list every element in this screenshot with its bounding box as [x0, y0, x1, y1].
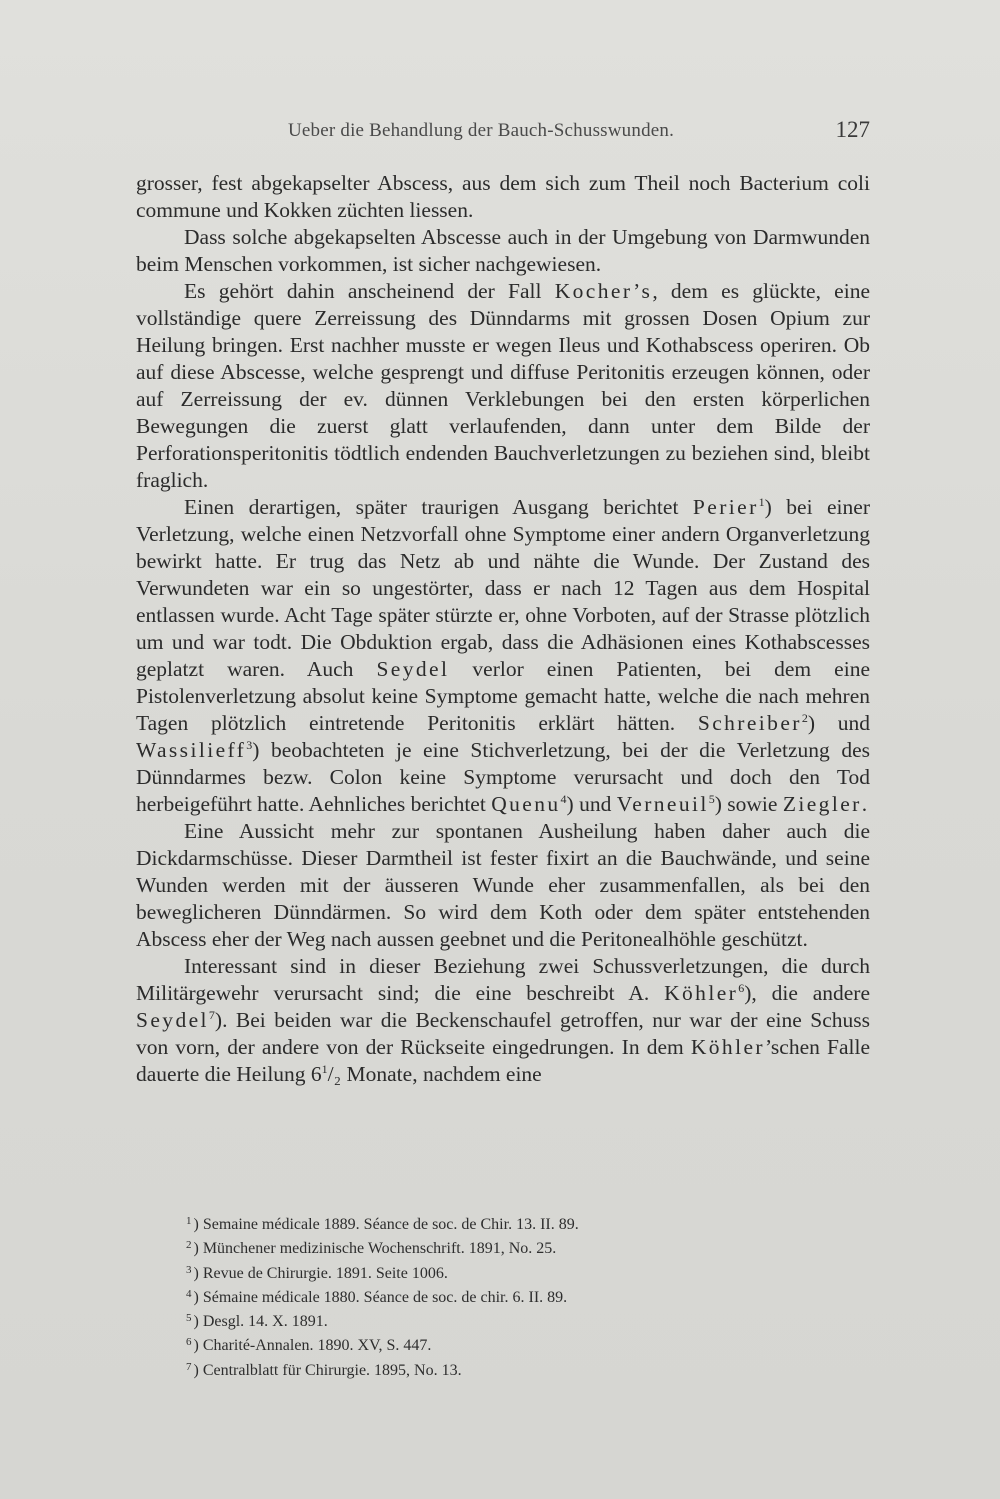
author-name: Seydel	[136, 1008, 209, 1032]
footnote	[186, 1308, 826, 1332]
footnote	[186, 1260, 826, 1284]
footnote-text: ) Semaine médicale 1889. Séance de soc. de Chir. 13. II. 89.	[193, 1216, 579, 1233]
footnote	[186, 1332, 826, 1356]
text-run: Dass solche abgekapselten Abscesse auch in der Umgebung von Darmwunden beim Menschen vorkommen, ist sicher nachgewiesen.	[136, 225, 870, 276]
author-name: Schreiber	[697, 711, 802, 735]
text-run: .	[861, 792, 868, 816]
footnote	[186, 1284, 826, 1308]
author-name: Köhler	[664, 981, 739, 1005]
text-run: Einen derartigen, später traurigen Ausgang berichtet	[184, 495, 693, 519]
footnote-mark: 7	[186, 1360, 192, 1373]
text-run: grosser, fest abgekapselter Abscess, aus dem sich zum Theil noch Bacterium coli commune und Kokken züchten liessen.	[136, 171, 870, 222]
text-run: ) und	[807, 711, 870, 735]
footnote-ref: 3	[246, 738, 253, 752]
author-name: Quenu	[491, 792, 561, 816]
text-run: , dem es glückte, eine vollständige quere Zerreissung des Dünndarms mit grossen Dosen Opium zur Heilung bringen. Erst nachher musste er wegen Ileus und Kothabscess operiren. Ob auf diese Abscesse, welche gesprengt und diffuse Peritonitis erzeugen können, oder auf Zerreissung der ev. dünnen Verklebungen bei den ersten körperlichen Bewegungen die zuerst glatt verlaufenden, dann unter dem Bilde der Perforationsperitonitis tödtlich endenden Bauchverletzungen zu beziehen sind, bleibt fraglich.	[136, 279, 870, 492]
footnote-ref: 5	[708, 792, 715, 806]
text-run: /₂ Monate, nachdem eine	[327, 1062, 542, 1086]
footnote-ref: 1	[758, 495, 765, 509]
body-text	[136, 170, 870, 1088]
footnote-mark: 5	[186, 1312, 192, 1325]
footnote-text: ) Revue de Chirurgie. 1891. Seite 1006.	[193, 1264, 448, 1282]
paragraph	[136, 170, 870, 224]
author-name: Verneuil	[616, 792, 709, 816]
text-run: Es gehört dahin anscheinend der Fall	[184, 279, 555, 303]
footnote-mark: 4	[186, 1287, 192, 1300]
text-run: Interessant sind in dieser Beziehung zwei Schussverletzungen, die durch Militärgewehr verursacht sind; die eine beschreibt A.	[136, 954, 870, 1005]
footnote-text: ) Charité-Annalen. 1890. XV, S. 447.	[193, 1337, 432, 1355]
author-name: Perier	[692, 495, 759, 519]
footnotes	[186, 1211, 826, 1381]
text-run: ) und	[566, 792, 617, 816]
footnote-mark: 2	[186, 1239, 192, 1252]
page-header	[136, 117, 870, 154]
text-run: ) beobachteten je eine Stichverletzung, bei der die Verletzung des Dünndarmes bezw. Colon keine Symptome verursacht und doch den Tod herbeigeführt hatte. Aehnliches berichtet	[136, 738, 870, 816]
footnote-text: ) Desgl. 14. X. 1891.	[193, 1313, 328, 1331]
text-run: ’schen Falle dauerte die Heilung 6	[136, 1035, 870, 1086]
paragraph	[136, 224, 870, 278]
author-name: Köhler	[690, 1035, 765, 1059]
footnote-ref: 7	[208, 1008, 215, 1022]
footnote-ref: 1	[321, 1062, 328, 1076]
author-name: Ziegler	[782, 792, 862, 816]
footnote-text: ) Sémaine médicale 1880. Séance de soc. de chir. 6. II. 89.	[193, 1288, 568, 1306]
footnote-ref: 2	[801, 711, 808, 725]
author-name: Seydel	[376, 657, 450, 681]
running-title: Ueber die Behandlung der Bauch-Schusswunden.	[288, 120, 675, 141]
footnote-text: ) Münchener medizinische Wochenschrift. 1891, No. 25.	[193, 1240, 557, 1258]
paragraph	[136, 953, 870, 1088]
author-name: Wassilieff	[136, 738, 247, 762]
footnote-text: ) Centralblatt für Chirurgie. 1895, No. 13.	[193, 1361, 462, 1379]
footnote-ref: 6	[738, 981, 745, 995]
text-run: Eine Aussicht mehr zur spontanen Ausheilung haben daher auch die Dickdarmschüsse. Dieser Darmtheil ist fester fixirt an die Bauchwände, und seine Wunden werden mit der äusseren Wunde eher zusammenfallen, als bei den beweglicheren Dünndärmen. So wird dem Koth oder dem später entstehenden Abscess eher der Weg nach aussen geebnet und die Peritonealhöhle geschützt.	[136, 819, 870, 951]
text-run: ). Bei beiden war die Beckenschaufel getroffen, nur war der eine Schuss von vorn, der andere von der Rückseite eingedrungen. In dem	[136, 1008, 870, 1059]
text-run: ) bei einer Verletzung, welche einen Netzvorfall ohne Symptome einer andern Organverletzung bewirkt hatte. Er trug das Netz ab und nähte die Wunde. Der Zustand des Verwundeten war ein so ungestörter, dass er nach 12 Tagen aus dem Hospital entlassen wurde. Acht Tage später stürzte er, ohne Vorboten, auf der Strasse plötzlich um und war todt. Die Obduktion ergab, dass die Adhäsionen eines Kothabscesses geplatzt waren. Auch	[136, 495, 870, 681]
footnote	[186, 1357, 826, 1381]
text-run: ) sowie	[714, 792, 783, 816]
footnote-mark: 6	[186, 1336, 192, 1349]
footnote-ref: 4	[560, 792, 567, 806]
author-name: Kocher’s	[554, 279, 653, 303]
text-run: verlor einen Patienten, bei dem eine Pistolenverletzung absolut keine Symptome gemacht hatte, welche die nach mehren Tagen plötzlich eintretende Peritonitis erklärt hätten.	[136, 657, 870, 735]
page-number: 127	[835, 117, 870, 142]
footnote	[186, 1235, 826, 1259]
text-run: ), die andere	[744, 981, 871, 1005]
footnote	[186, 1211, 826, 1235]
paragraph	[136, 494, 870, 818]
paragraph	[136, 818, 870, 953]
footnote-mark: 3	[186, 1263, 192, 1276]
footnote-mark: 1	[186, 1215, 192, 1227]
paragraph	[136, 278, 870, 494]
